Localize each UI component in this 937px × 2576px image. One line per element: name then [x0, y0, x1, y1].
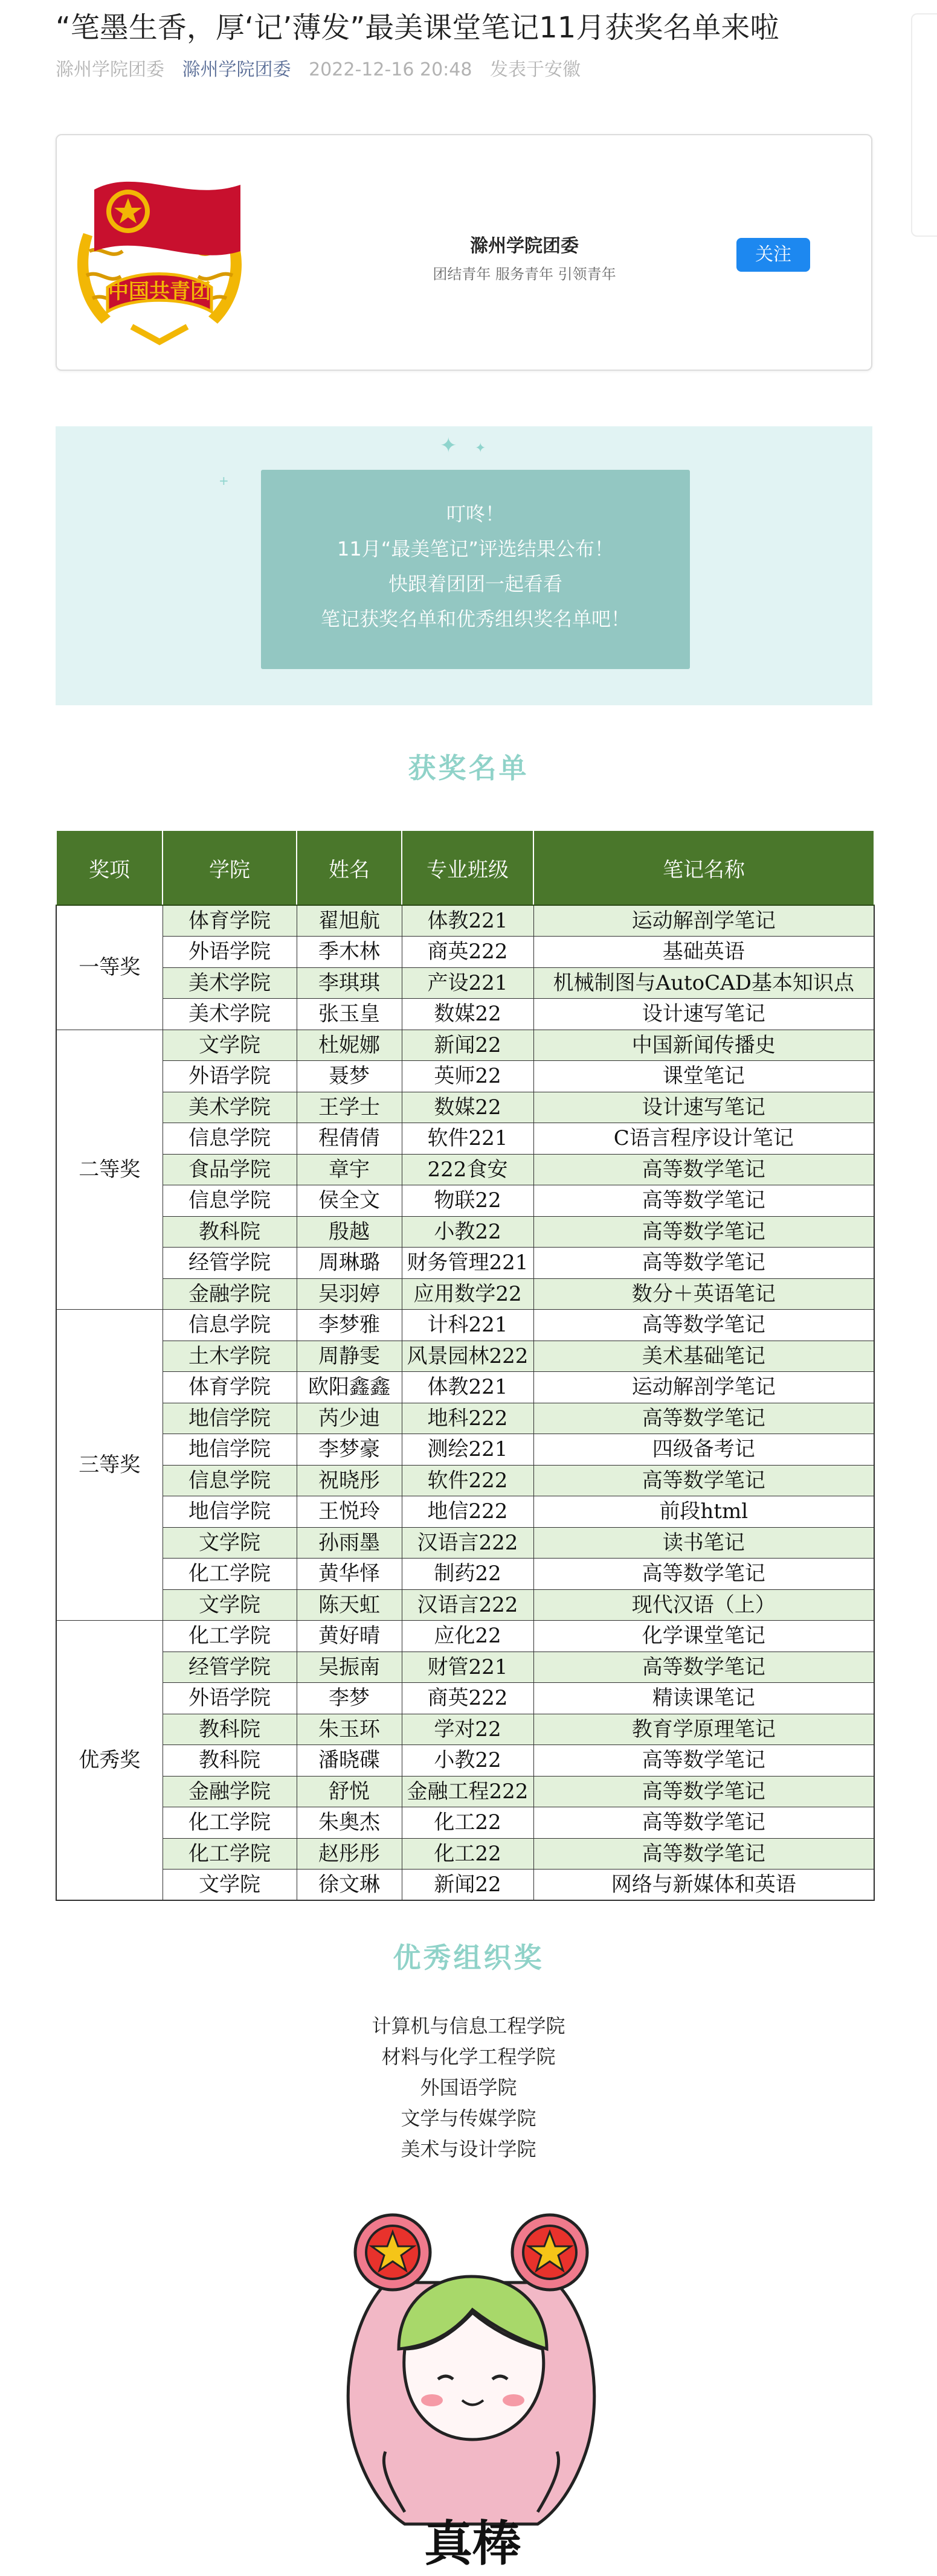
note-title-cell: 高等数学笔记 — [533, 1465, 874, 1496]
award-level-cell: 一等奖 — [56, 905, 163, 1030]
student-name-cell: 聂梦 — [297, 1061, 402, 1092]
note-title-cell: 高等数学笔记 — [533, 1216, 874, 1248]
table-row — [56, 905, 874, 937]
table-row — [56, 1434, 874, 1466]
table-row — [56, 1683, 874, 1714]
table-row — [56, 1092, 874, 1123]
header-note-title: 笔记名称 — [533, 830, 874, 905]
announcement-line: 笔记获奖名单和优秀组织奖名单吧！ — [320, 607, 630, 630]
table-row — [56, 1652, 874, 1683]
college-cell: 文学院 — [163, 1589, 297, 1621]
class-cell: 学对22 — [402, 1714, 533, 1745]
winners-heading: 获奖名单 — [408, 752, 529, 784]
college-cell: 教科院 — [163, 1714, 297, 1745]
note-title-cell: 高等数学笔记 — [533, 1776, 874, 1807]
account-link[interactable]: 滁州学院团委 — [182, 59, 291, 80]
class-cell: 数媒22 — [402, 1092, 533, 1123]
college-cell: 文学院 — [163, 1030, 297, 1061]
table-row — [56, 1838, 874, 1870]
award-level-cell: 二等奖 — [56, 1030, 163, 1310]
student-name-cell: 祝晓彤 — [297, 1465, 402, 1496]
college-cell: 文学院 — [163, 1870, 297, 1901]
college-cell: 食品学院 — [163, 1154, 297, 1185]
student-name-cell: 章宇 — [297, 1154, 402, 1185]
awards-table — [56, 830, 875, 1901]
publish-location: 发表于安徽 — [489, 59, 581, 80]
college-cell: 金融学院 — [163, 1278, 297, 1310]
note-title-cell: 高等数学笔记 — [533, 1807, 874, 1839]
header-college: 学院 — [163, 830, 297, 905]
announcement-box — [261, 470, 690, 669]
class-cell: 化工22 — [402, 1807, 533, 1839]
student-name-cell: 孙雨墨 — [297, 1527, 402, 1559]
note-title-cell: 网络与新媒体和英语 — [533, 1870, 874, 1901]
class-cell: 汉语言222 — [402, 1527, 533, 1559]
follow-button[interactable]: 关注 — [736, 238, 810, 272]
table-row — [56, 1559, 874, 1590]
class-cell: 产设221 — [402, 967, 533, 999]
class-cell: 化工22 — [402, 1838, 533, 1870]
student-name-cell: 潘晓碟 — [297, 1745, 402, 1777]
note-title-cell: 现代汉语（上） — [533, 1589, 874, 1621]
student-name-cell: 殷越 — [297, 1216, 402, 1248]
table-row — [56, 1714, 874, 1745]
student-name-cell: 舒悦 — [297, 1776, 402, 1807]
publish-time: 2022-12-16 20:48 — [309, 59, 472, 80]
account-card[interactable] — [56, 134, 872, 371]
student-name-cell: 王悦玲 — [297, 1496, 402, 1528]
student-name-cell: 翟旭航 — [297, 905, 402, 937]
college-cell: 信息学院 — [163, 1310, 297, 1341]
table-row — [56, 1278, 874, 1310]
college-cell: 文学院 — [163, 1527, 297, 1559]
table-row — [56, 1496, 874, 1528]
student-name-cell: 陈天虹 — [297, 1589, 402, 1621]
student-name-cell: 黄好晴 — [297, 1621, 402, 1652]
announcement-banner — [56, 426, 872, 705]
table-row — [56, 1589, 874, 1621]
class-cell: 财管221 — [402, 1652, 533, 1683]
class-cell: 英师22 — [402, 1061, 533, 1092]
table-row — [56, 1154, 874, 1185]
college-cell: 经管学院 — [163, 1248, 297, 1279]
article-title: “笔墨生香，厚‘记’薄发”最美课堂笔记11月获奖名单来啦 — [56, 11, 779, 45]
class-cell: 地科222 — [402, 1403, 533, 1434]
college-cell: 体育学院 — [163, 1372, 297, 1403]
student-name-cell: 周静雯 — [297, 1341, 402, 1372]
sticker-caption: 真棒 — [424, 2516, 521, 2572]
student-name-cell: 李梦 — [297, 1683, 402, 1714]
table-row — [56, 967, 874, 999]
college-cell: 土木学院 — [163, 1341, 297, 1372]
table-row — [56, 1372, 874, 1403]
class-cell: 测绘221 — [402, 1434, 533, 1466]
college-cell: 经管学院 — [163, 1652, 297, 1683]
org-item: 外国语学院 — [420, 2076, 517, 2099]
table-row — [56, 1216, 874, 1248]
student-name-cell: 芮少迪 — [297, 1403, 402, 1434]
college-cell: 美术学院 — [163, 999, 297, 1030]
org-item: 文学与传媒学院 — [401, 2107, 536, 2130]
table-row — [56, 1123, 874, 1155]
header-award: 奖项 — [56, 830, 163, 905]
college-cell: 外语学院 — [163, 1061, 297, 1092]
note-title-cell: 四级备考记 — [533, 1434, 874, 1466]
student-name-cell: 王学士 — [297, 1092, 402, 1123]
student-name-cell: 徐文琳 — [297, 1870, 402, 1901]
note-title-cell: 高等数学笔记 — [533, 1248, 874, 1279]
org-award-list — [0, 2011, 937, 2165]
org-item: 美术与设计学院 — [401, 2138, 536, 2161]
college-cell: 教科院 — [163, 1216, 297, 1248]
college-cell: 教科院 — [163, 1745, 297, 1777]
college-cell: 化工学院 — [163, 1838, 297, 1870]
note-title-cell: 化学课堂笔记 — [533, 1621, 874, 1652]
student-name-cell: 李梦豪 — [297, 1434, 402, 1466]
class-cell: 制药22 — [402, 1559, 533, 1590]
account-name: 滁州学院团委 — [470, 235, 579, 257]
class-cell: 体教221 — [402, 905, 533, 937]
account-description: 团结青年 服务青年 引领青年 — [433, 266, 616, 283]
student-name-cell: 朱奥杰 — [297, 1807, 402, 1839]
class-cell: 222食安 — [402, 1154, 533, 1185]
class-cell: 软件222 — [402, 1465, 533, 1496]
college-cell: 地信学院 — [163, 1434, 297, 1466]
note-title-cell: 机械制图与AutoCAD基本知识点 — [533, 967, 874, 999]
student-name-cell: 朱玉环 — [297, 1714, 402, 1745]
class-cell: 商英222 — [402, 937, 533, 968]
emblem-text: 中国共青团 — [108, 280, 211, 304]
note-title-cell: 高等数学笔记 — [533, 1154, 874, 1185]
college-cell: 美术学院 — [163, 1092, 297, 1123]
class-cell: 新闻22 — [402, 1870, 533, 1901]
table-row — [56, 1465, 874, 1496]
college-cell: 金融学院 — [163, 1776, 297, 1807]
note-title-cell: 高等数学笔记 — [533, 1745, 874, 1777]
student-name-cell: 张玉皇 — [297, 999, 402, 1030]
table-row — [56, 1185, 874, 1217]
student-name-cell: 李琪琪 — [297, 967, 402, 999]
college-cell: 地信学院 — [163, 1496, 297, 1528]
table-row — [56, 1527, 874, 1559]
sparkle-icon: ✦ — [475, 441, 486, 456]
student-name-cell: 吴振南 — [297, 1652, 402, 1683]
student-name-cell: 杜妮娜 — [297, 1030, 402, 1061]
note-title-cell: 高等数学笔记 — [533, 1559, 874, 1590]
table-row — [56, 999, 874, 1030]
student-name-cell: 欧阳鑫鑫 — [297, 1372, 402, 1403]
table-row — [56, 1341, 874, 1372]
college-cell: 化工学院 — [163, 1807, 297, 1839]
note-title-cell: 精读课笔记 — [533, 1683, 874, 1714]
table-row — [56, 937, 874, 968]
note-title-cell: 设计速写笔记 — [533, 1092, 874, 1123]
class-cell: 财务管理221 — [402, 1248, 533, 1279]
class-cell: 体教221 — [402, 1372, 533, 1403]
table-row — [56, 1621, 874, 1652]
announcement-line: 快跟着团团一起看看 — [388, 572, 562, 595]
student-name-cell: 李梦雅 — [297, 1310, 402, 1341]
note-title-cell: 高等数学笔记 — [533, 1838, 874, 1870]
note-title-cell: 高等数学笔记 — [533, 1652, 874, 1683]
table-row — [56, 1403, 874, 1434]
class-cell: 小教22 — [402, 1216, 533, 1248]
side-panel-edge — [911, 13, 937, 237]
table-header-row — [56, 830, 874, 905]
class-cell: 小教22 — [402, 1745, 533, 1777]
student-name-cell: 季木林 — [297, 937, 402, 968]
note-title-cell: 设计速写笔记 — [533, 999, 874, 1030]
class-cell: 应化22 — [402, 1621, 533, 1652]
note-title-cell: 教育学原理笔记 — [533, 1714, 874, 1745]
student-name-cell: 吴羽婷 — [297, 1278, 402, 1310]
class-cell: 物联22 — [402, 1185, 533, 1217]
note-title-cell: 高等数学笔记 — [533, 1403, 874, 1434]
award-level-cell: 三等奖 — [56, 1310, 163, 1621]
org-item: 材料与化学工程学院 — [381, 2045, 556, 2068]
note-title-cell: 读书笔记 — [533, 1527, 874, 1559]
college-cell: 外语学院 — [163, 1683, 297, 1714]
table-row — [56, 1807, 874, 1839]
student-name-cell: 黄华怿 — [297, 1559, 402, 1590]
announcement-line: 叮咚！ — [446, 502, 504, 525]
org-item: 计算机与信息工程学院 — [372, 2014, 565, 2037]
class-cell: 软件221 — [402, 1123, 533, 1155]
college-cell: 地信学院 — [163, 1403, 297, 1434]
class-cell: 汉语言222 — [402, 1589, 533, 1621]
student-name-cell: 周琳璐 — [297, 1248, 402, 1279]
note-title-cell: 运动解剖学笔记 — [533, 1372, 874, 1403]
note-title-cell: 运动解剖学笔记 — [533, 905, 874, 937]
article-meta — [56, 58, 593, 82]
class-cell: 应用数学22 — [402, 1278, 533, 1310]
class-cell: 新闻22 — [402, 1030, 533, 1061]
note-title-cell: 美术基础笔记 — [533, 1341, 874, 1372]
college-cell: 外语学院 — [163, 937, 297, 968]
student-name-cell: 程倩倩 — [297, 1123, 402, 1155]
table-row — [56, 1870, 874, 1901]
youth-league-emblem-icon — [65, 161, 254, 349]
mascot-sticker-icon — [314, 2198, 628, 2576]
college-cell: 化工学院 — [163, 1559, 297, 1590]
note-title-cell: 课堂笔记 — [533, 1061, 874, 1092]
header-class: 专业班级 — [402, 830, 533, 905]
note-title-cell: 高等数学笔记 — [533, 1185, 874, 1217]
college-cell: 信息学院 — [163, 1123, 297, 1155]
class-cell: 计科221 — [402, 1310, 533, 1341]
note-title-cell: 数分＋英语笔记 — [533, 1278, 874, 1310]
class-cell: 风景园林222 — [402, 1341, 533, 1372]
note-title-cell: C语言程序设计笔记 — [533, 1123, 874, 1155]
student-name-cell: 赵彤彤 — [297, 1838, 402, 1870]
college-cell: 美术学院 — [163, 967, 297, 999]
college-cell: 体育学院 — [163, 905, 297, 937]
award-level-cell: 优秀奖 — [56, 1621, 163, 1901]
sparkle-icon: ✦ — [440, 434, 457, 458]
class-cell: 金融工程222 — [402, 1776, 533, 1807]
article-author: 滁州学院团委 — [56, 59, 164, 80]
college-cell: 信息学院 — [163, 1185, 297, 1217]
class-cell: 地信222 — [402, 1496, 533, 1528]
class-cell: 数媒22 — [402, 999, 533, 1030]
table-row — [56, 1030, 874, 1061]
note-title-cell: 基础英语 — [533, 937, 874, 968]
note-title-cell: 中国新闻传播史 — [533, 1030, 874, 1061]
note-title-cell: 高等数学笔记 — [533, 1310, 874, 1341]
college-cell: 化工学院 — [163, 1621, 297, 1652]
student-name-cell: 侯全文 — [297, 1185, 402, 1217]
sparkle-icon: + — [219, 473, 229, 488]
table-row — [56, 1745, 874, 1777]
note-title-cell: 前段html — [533, 1496, 874, 1528]
table-row — [56, 1248, 874, 1279]
announcement-line: 11月“最美笔记”评选结果公布！ — [337, 537, 614, 560]
table-row — [56, 1310, 874, 1341]
org-award-heading: 优秀组织奖 — [393, 1941, 544, 1974]
college-cell: 信息学院 — [163, 1465, 297, 1496]
header-name: 姓名 — [297, 830, 402, 905]
class-cell: 商英222 — [402, 1683, 533, 1714]
table-row — [56, 1061, 874, 1092]
table-row — [56, 1776, 874, 1807]
